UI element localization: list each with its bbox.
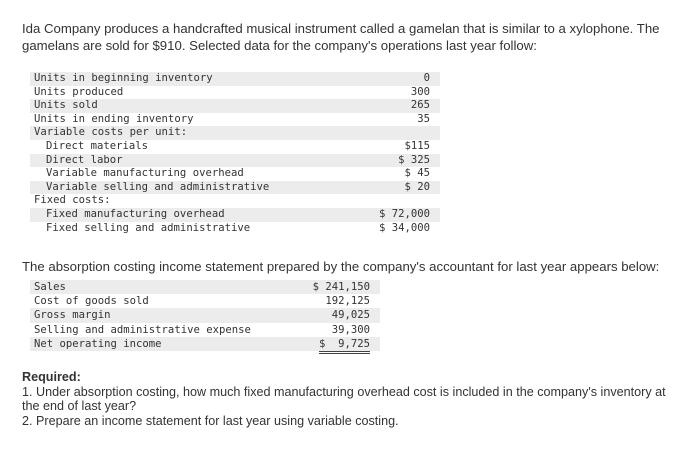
row-label: Units produced: [34, 85, 124, 98]
row-label: Variable manufacturing overhead: [46, 167, 244, 180]
absorption-income-statement: [30, 280, 380, 351]
table-row: [30, 194, 440, 208]
problem-intro: Ida Company produces a handcrafted musical instrument called a gamelan that is similar to a xylophone. The gamelans are sold for $910. Selected data for the company's operations last year follow:: [22, 21, 660, 53]
required-section: [22, 370, 682, 428]
row-value: $ 20: [404, 180, 430, 193]
row-value: 39,300: [332, 323, 370, 338]
table-row: [30, 308, 380, 322]
table-row: [30, 280, 380, 294]
table-row: [30, 181, 440, 195]
row-value: $ 72,000: [378, 207, 430, 220]
table-row: [30, 323, 380, 337]
row-label: Fixed selling and administrative: [46, 221, 251, 234]
required-item-2: 2. Prepare an income statement for last year using variable costing.: [22, 413, 399, 428]
table-row: [30, 126, 440, 140]
row-value: 0: [423, 72, 430, 84]
row-label: Net operating income: [34, 337, 162, 350]
income-statement-intro: The absorption costing income statement prepared by the company's accountant for last year appears below:: [22, 259, 660, 274]
row-label: Units sold: [34, 99, 98, 112]
row-label: Selling and administrative expense: [34, 323, 251, 336]
operations-data-table: [30, 72, 440, 235]
table-row: [30, 72, 440, 86]
table-row: [30, 222, 440, 236]
row-label: Cost of goods sold: [34, 295, 149, 308]
row-value: $ 241,150: [312, 281, 370, 293]
row-label: Fixed costs:: [34, 194, 111, 207]
row-label: Variable costs per unit:: [34, 126, 188, 139]
row-value: $ 9,725: [319, 337, 370, 354]
table-row: [30, 337, 380, 351]
row-value: 300: [410, 85, 430, 98]
row-label: Units in ending inventory: [34, 112, 194, 125]
row-label: Units in beginning inventory: [34, 72, 213, 84]
row-value: 265: [410, 99, 430, 112]
row-label: Variable selling and administrative: [46, 180, 270, 193]
row-label: Gross margin: [34, 309, 111, 322]
table-row: [30, 294, 380, 308]
row-value: $ 45: [404, 167, 430, 180]
table-row: [30, 86, 440, 100]
required-heading: Required:: [22, 370, 81, 384]
row-label: Sales: [34, 281, 66, 293]
row-label: Direct materials: [46, 139, 149, 152]
row-value: $ 34,000: [378, 221, 430, 234]
row-value: 35: [417, 112, 430, 125]
row-label: Direct labor: [46, 153, 123, 166]
table-row: [30, 99, 440, 113]
table-row: [30, 208, 440, 222]
row-value: 192,125: [325, 294, 370, 309]
required-item-1: 1. Under absorption costing, how much fixed manufacturing overhead cost is included in the company's inventory at the end of last year?: [22, 384, 666, 413]
table-row: [30, 167, 440, 181]
row-value: $115: [404, 139, 430, 152]
table-row: [30, 154, 440, 168]
row-label: Fixed manufacturing overhead: [46, 207, 225, 220]
table-row: [30, 113, 440, 127]
row-value: 49,025: [331, 309, 370, 322]
table-row: [30, 140, 440, 154]
row-value: $ 325: [398, 153, 430, 166]
